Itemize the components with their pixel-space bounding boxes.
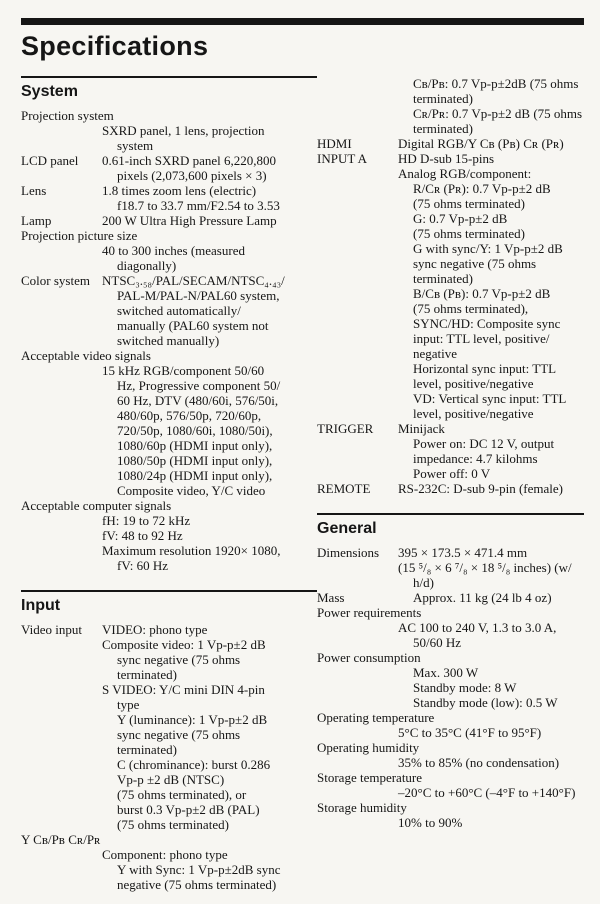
spec-line: G with sync/Y: 1 Vp-p±2 dB xyxy=(413,241,563,256)
spec-term: Mass xyxy=(317,590,345,605)
spec-line: Component: phono type xyxy=(102,847,228,862)
spec-line: terminated) xyxy=(413,121,473,136)
spec-line: –20°C to +60°C (–4°F to +140°F) xyxy=(398,785,576,800)
spec-line: R/Cʀ (Pʀ): 0.7 Vp-p±2 dB xyxy=(413,181,551,196)
spec-entry xyxy=(317,151,584,421)
spec-line: (75 ohms terminated), or xyxy=(117,787,247,802)
spec-definitions xyxy=(398,665,584,710)
spec-term: Color system xyxy=(21,273,90,288)
spec-term: Operating temperature xyxy=(317,710,435,725)
spec-line: NTSC₃.₅₈/PAL/SECAM/NTSC₄.₄₃/ xyxy=(102,273,285,288)
spec-term: Acceptable video signals xyxy=(21,348,151,363)
spec-line: pixels (2,073,600 pixels × 3) xyxy=(117,168,267,183)
spec-line: Digital RGB/Y Cʙ (Pʙ) Cʀ (Pʀ) xyxy=(398,136,564,151)
spec-line: 480/60p, 576/50p, 720/60p, xyxy=(117,408,262,423)
spec-definitions xyxy=(398,421,584,481)
spec-line: Cʀ/Pʀ: 0.7 Vp-p±2 dB (75 ohms xyxy=(413,106,583,121)
spec-entry xyxy=(317,740,584,770)
spec-entry xyxy=(317,545,584,590)
spec-definitions xyxy=(102,273,317,348)
left-column xyxy=(21,76,317,892)
spec-entry xyxy=(21,348,317,498)
spec-line: 1080/50p (HDMI input only), xyxy=(117,453,273,468)
spec-line: f18.7 to 33.7 mm/F2.54 to 3.53 xyxy=(117,198,280,213)
page-title: Specifications xyxy=(21,31,209,61)
spec-line: Composite video: 1 Vp-p±2 dB xyxy=(102,637,266,652)
spec-definitions xyxy=(102,123,317,153)
spec-line: terminated) xyxy=(413,271,473,286)
section-system xyxy=(21,76,317,573)
spec-definitions xyxy=(398,151,584,421)
spec-term: LCD panel xyxy=(21,153,79,168)
spec-entry xyxy=(21,498,317,573)
spec-definitions xyxy=(102,847,317,892)
spec-line: 40 to 300 inches (measured xyxy=(102,243,245,258)
spec-line: fV: 60 Hz xyxy=(117,558,169,573)
spec-line: Vp-p ±2 dB (NTSC) xyxy=(117,772,225,787)
spec-term: INPUT A xyxy=(317,151,367,166)
spec-definitions xyxy=(398,725,584,740)
spec-line: Analog RGB/component: xyxy=(398,166,532,181)
spec-line: 35% to 85% (no condensation) xyxy=(398,755,560,770)
spec-line: AC 100 to 240 V, 1.3 to 3.0 A, xyxy=(398,620,557,635)
spec-line: (75 ohms terminated) xyxy=(413,196,525,211)
spec-line: diagonally) xyxy=(117,258,177,273)
spec-line: sync negative (75 ohms xyxy=(117,652,241,667)
spec-term: Y Cʙ/Pʙ Cʀ/Pʀ xyxy=(21,832,101,847)
spec-line: (75 ohms terminated) xyxy=(117,817,229,832)
spec-line: 5°C to 35°C (41°F to 95°F) xyxy=(398,725,542,740)
spec-term: Projection picture size xyxy=(21,228,138,243)
spec-line: Standby mode (low): 0.5 W xyxy=(413,695,558,710)
spec-entry xyxy=(317,590,584,605)
spec-line: 200 W Ultra High Pressure Lamp xyxy=(102,213,277,228)
spec-definitions xyxy=(398,590,584,605)
spec-definitions xyxy=(102,153,317,183)
spec-entry xyxy=(317,136,584,151)
spec-line: impedance: 4.7 kilohms xyxy=(413,451,538,466)
spec-definitions xyxy=(398,815,584,830)
spec-line: Minijack xyxy=(398,421,445,436)
spec-entry xyxy=(21,622,317,832)
spec-line: negative xyxy=(413,346,458,361)
spec-term: Lamp xyxy=(21,213,52,228)
spec-definitions xyxy=(102,213,317,228)
spec-term: TRIGGER xyxy=(317,421,374,436)
section-continued xyxy=(317,76,584,496)
spec-entry xyxy=(21,153,317,183)
spec-line: Maximum resolution 1920× 1080, xyxy=(102,543,281,558)
spec-entry xyxy=(21,183,317,213)
spec-term: Lens xyxy=(21,183,47,198)
spec-term: Storage humidity xyxy=(317,800,407,815)
spec-entry xyxy=(317,770,584,800)
spec-term: Projection system xyxy=(21,108,114,123)
spec-line: Cʙ/Pʙ: 0.7 Vp-p±2dB (75 ohms xyxy=(413,76,579,91)
section-heading: Input xyxy=(21,590,317,615)
spec-line: PAL-M/PAL-N/PAL60 system, xyxy=(117,288,280,303)
spec-line: RS-232C: D-sub 9-pin (female) xyxy=(398,481,564,496)
section-input xyxy=(21,590,317,892)
spec-line: input: TTL level, positive/ xyxy=(413,331,550,346)
spec-line: (15 ⁵/₈ × 6 ⁷/₈ × 18 ⁵/₈ inches) (w/ xyxy=(398,560,572,575)
spec-entry xyxy=(317,76,584,136)
spec-columns xyxy=(21,76,584,892)
spec-line: G: 0.7 Vp-p±2 dB xyxy=(413,211,508,226)
spec-line: Power on: DC 12 V, output xyxy=(413,436,555,451)
spec-line: 720/50p, 1080/60i, 1080/50i), xyxy=(117,423,273,438)
spec-definitions xyxy=(102,363,317,498)
spec-definitions xyxy=(398,785,584,800)
spec-entry xyxy=(317,605,584,650)
spec-line: terminated) xyxy=(117,742,177,757)
spec-term: Video input xyxy=(21,622,82,637)
spec-line: level, positive/negative xyxy=(413,376,534,391)
spec-line: 0.61-inch SXRD panel 6,220,800 xyxy=(102,153,277,168)
spec-line: S VIDEO: Y/C mini DIN 4-pin xyxy=(102,682,265,697)
spec-line: Standby mode: 8 W xyxy=(413,680,517,695)
spec-entry xyxy=(317,421,584,481)
spec-line: terminated) xyxy=(117,667,177,682)
spec-entry xyxy=(21,108,317,153)
spec-line: sync negative (75 ohms xyxy=(117,727,241,742)
spec-line: level, positive/negative xyxy=(413,406,534,421)
spec-line: Horizontal sync input: TTL xyxy=(413,361,557,376)
spec-entry xyxy=(21,213,317,228)
spec-term: Storage temperature xyxy=(317,770,423,785)
spec-line: HD D-sub 15-pins xyxy=(398,151,495,166)
spec-definitions xyxy=(398,481,584,496)
spec-line: 1080/60p (HDMI input only), xyxy=(117,438,273,453)
spec-term: Power requirements xyxy=(317,605,422,620)
spec-line: type xyxy=(117,697,140,712)
spec-line: (75 ohms terminated), xyxy=(413,301,529,316)
spec-line: 395 × 173.5 × 471.4 mm xyxy=(398,545,528,560)
spec-term: Operating humidity xyxy=(317,740,420,755)
spec-line: burst 0.3 Vp-p±2 dB (PAL) xyxy=(117,802,260,817)
spec-line: VD: Vertical sync input: TTL xyxy=(413,391,567,406)
spec-term: Dimensions xyxy=(317,545,380,560)
spec-definitions xyxy=(102,513,317,573)
spec-entry xyxy=(21,273,317,348)
spec-entry xyxy=(21,832,317,892)
spec-line: 15 kHz RGB/component 50/60 xyxy=(102,363,265,378)
spec-line: 10% to 90% xyxy=(398,815,463,830)
spec-definitions xyxy=(102,622,317,832)
spec-line: Max. 300 W xyxy=(413,665,479,680)
spec-definitions xyxy=(102,243,317,273)
spec-line: SYNC/HD: Composite sync xyxy=(413,316,561,331)
spec-line: system xyxy=(117,138,154,153)
section-heading: System xyxy=(21,76,317,101)
spec-line: 1.8 times zoom lens (electric) xyxy=(102,183,257,198)
spec-entry xyxy=(317,481,584,496)
spec-line: fH: 19 to 72 kHz xyxy=(102,513,191,528)
spec-line: 1080/24p (HDMI input only), xyxy=(117,468,273,483)
spec-line: Y (luminance): 1 Vp-p±2 dB xyxy=(117,712,268,727)
spec-line: fV: 48 to 92 Hz xyxy=(102,528,183,543)
spec-line: 50/60 Hz xyxy=(413,635,462,650)
spec-definitions xyxy=(398,545,584,590)
spec-line: C (chrominance): burst 0.286 xyxy=(117,757,271,772)
spec-entry xyxy=(21,228,317,273)
right-column xyxy=(317,76,584,830)
spec-definitions xyxy=(398,755,584,770)
section-general xyxy=(317,513,584,830)
spec-line: sync negative (75 ohms xyxy=(413,256,537,271)
spec-line: Approx. 11 kg (24 lb 4 oz) xyxy=(413,590,552,605)
spec-line: B/Cʙ (Pʙ): 0.7 Vp-p±2 dB xyxy=(413,286,551,301)
spec-line: Y with Sync: 1 Vp-p±2dB sync xyxy=(117,862,281,877)
spec-definitions xyxy=(398,76,584,136)
spec-line: manually (PAL60 system not xyxy=(117,318,269,333)
spec-line: 60 Hz, DTV (480/60i, 576/50i, xyxy=(117,393,279,408)
spec-line: switched automatically/ xyxy=(117,303,241,318)
title-top-rule xyxy=(21,18,584,25)
spec-line: Hz, Progressive component 50/ xyxy=(117,378,281,393)
spec-line: SXRD panel, 1 lens, projection xyxy=(102,123,265,138)
spec-line: switched manually) xyxy=(117,333,220,348)
spec-term: Power consumption xyxy=(317,650,421,665)
spec-entry xyxy=(317,710,584,740)
spec-line: negative (75 ohms terminated) xyxy=(117,877,277,892)
section-heading: General xyxy=(317,513,584,538)
spec-line: h/d) xyxy=(413,575,434,590)
spec-line: VIDEO: phono type xyxy=(102,622,208,637)
spec-term: REMOTE xyxy=(317,481,371,496)
spec-line: Composite video, Y/C video xyxy=(117,483,266,498)
spec-line: (75 ohms terminated) xyxy=(413,226,525,241)
spec-term: Acceptable computer signals xyxy=(21,498,172,513)
spec-line: terminated) xyxy=(413,91,473,106)
spec-definitions xyxy=(398,620,584,650)
spec-definitions xyxy=(398,136,584,151)
spec-entry xyxy=(317,800,584,830)
spec-definitions xyxy=(102,183,317,213)
spec-entry xyxy=(317,650,584,710)
spec-term: HDMI xyxy=(317,136,352,151)
spec-line: Power off: 0 V xyxy=(413,466,491,481)
